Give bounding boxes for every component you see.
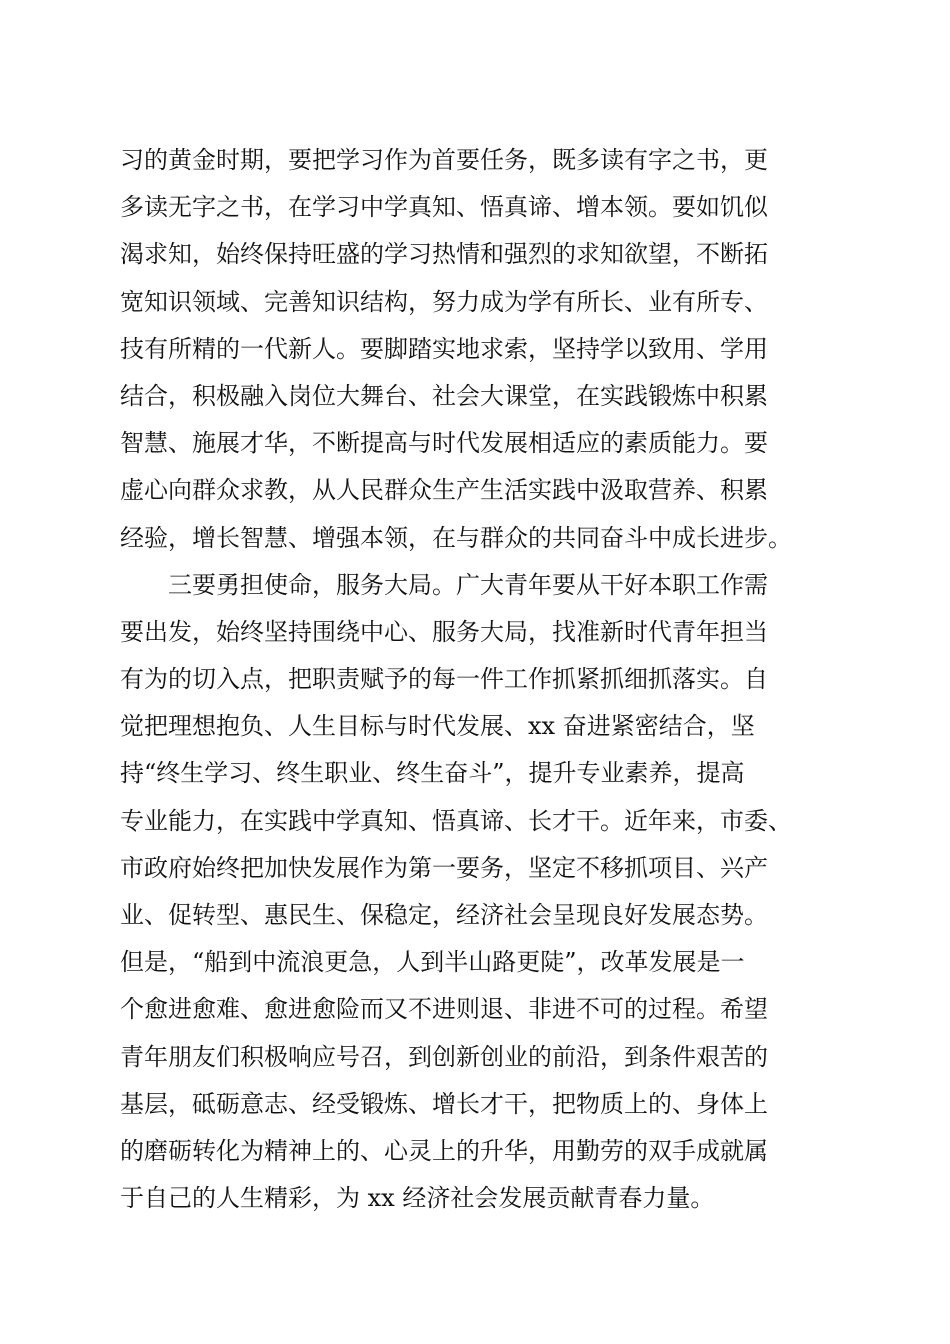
paragraph-start-line: 三要勇担使命，服务大局。广大青年要从干好本职工作需 [168,570,768,599]
text-line: 虚心向群众求教，从人民群众生产生活实践中汲取营养、积累 [120,476,768,505]
text-line: 结合，积极融入岗位大舞台、社会大课堂，在实践锻炼中积累 [120,381,768,410]
text-line: 的磨砺转化为精神上的、心灵上的升华，用勤劳的双手成就属 [120,1136,768,1165]
text-line: 于自己的人生精彩，为 xx 经济社会发展贡献青春力量。 [120,1184,715,1213]
text-line: 技有所精的一代新人。要脚踏实地求索，坚持学以致用、学用 [120,334,768,363]
text-line: 智慧、施展才华，不断提高与时代发展相适应的素质能力。要 [120,429,768,458]
text-line: 多读无字之书，在学习中学真知、悟真谛、增本领。要如饥似 [120,193,768,222]
body-text [120,137,840,1222]
text-line: 要出发，始终坚持围绕中心、服务大局，找准新时代青年担当 [120,617,768,646]
text-line: 觉把理想抱负、人生目标与时代发展、xx 奋进紧密结合，坚 [120,712,755,741]
text-line: 宽知识领域、完善知识结构，努力成为学有所长、业有所专、 [120,287,768,316]
text-line: 市政府始终把加快发展作为第一要务，坚定不移抓项目、兴产 [120,853,768,882]
text-line: 有为的切入点，把职责赋予的每一件工作抓紧抓细抓落实。自 [120,665,768,694]
text-line: 渴求知，始终保持旺盛的学习热情和强烈的求知欲望，不断拓 [120,240,768,269]
text-line: 青年朋友们积极响应号召，到创新创业的前沿，到条件艰苦的 [120,1042,768,1071]
text-line: 基层，砥砺意志、经受锻炼、增长才干，把物质上的、身体上 [120,1089,768,1118]
text-line: 业、促转型、惠民生、保稳定，经济社会呈现良好发展态势。 [120,901,768,929]
text-line: 专业能力，在实践中学真知、悟真谛、长才干。近年来，市委、 [120,806,792,835]
text-line: 习的黄金时期，要把学习作为首要任务，既多读有字之书，更 [120,146,768,174]
text-line: 个愈进愈难、愈进愈险而又不进则退、非进不可的过程。希望 [120,995,768,1024]
text-line: 但是，“船到中流浪更急，人到半山路更陡”，改革发展是一 [120,948,745,977]
text-line: 经验，增长智慧、增强本领，在与群众的共同奋斗中成长进步。 [120,523,792,552]
text-line: 持“终生学习、终生职业、终生奋斗”，提升专业素养，提高 [120,759,745,788]
